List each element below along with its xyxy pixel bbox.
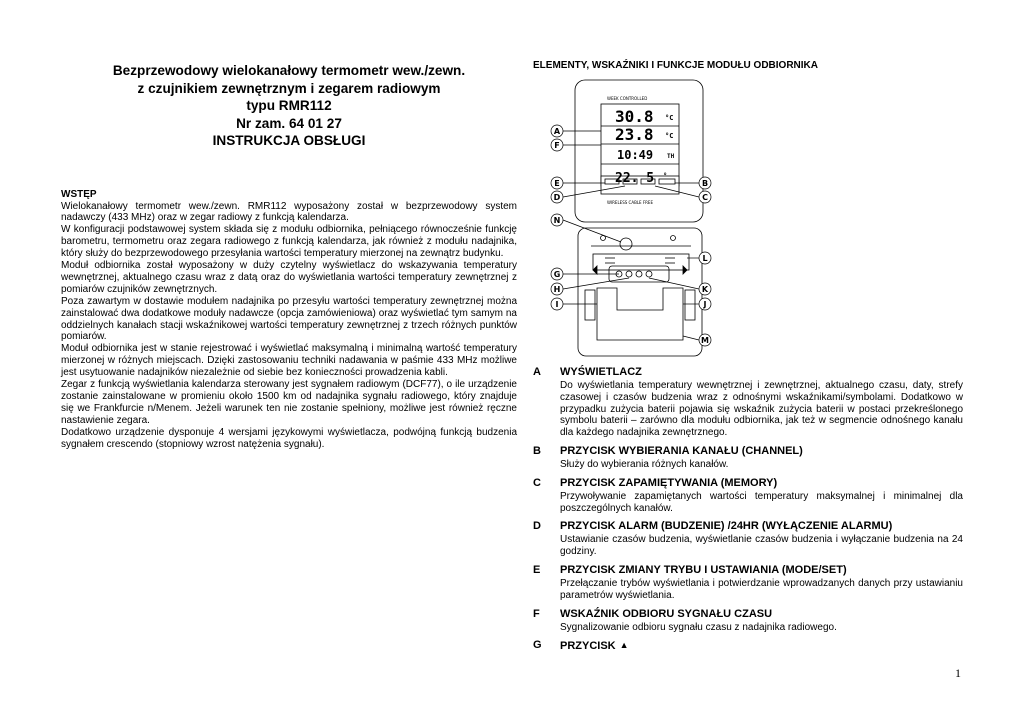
svg-text:D: D bbox=[553, 193, 561, 202]
display-value-outdoor: 30.8 bbox=[615, 107, 654, 126]
intro-paragraph: Wielokanałowy termometr wew./zewn. RMR112 wyposażony został w bezprzewodowy system nadawczy (433 MHz) oraz w zegar radiowy z funkcją kalendarza. bbox=[61, 200, 517, 224]
item-letter: C bbox=[533, 476, 541, 489]
callout-m bbox=[683, 334, 711, 346]
item-description: Ustawianie czasów budzenia, wyświetlanie czasów budzenia i wyłączanie budzenia na 24 godziny. bbox=[560, 534, 963, 558]
intro-paragraph: Poza zawartym w dostawie modułem nadajnika po przesyłu wartości temperatury zewnętrznej można zainstalować dwa dodatkowe moduły nadawcze (opcja zamówieniowa) oraz wyświetlać tym samym na oddzielnych kanałach stacji wskaźnikowej wartości temperatury zewnętrznej z trzech różnych punktów pomiarów. bbox=[61, 295, 517, 343]
display-unit: °C bbox=[665, 132, 674, 140]
item-letter: B bbox=[533, 444, 541, 457]
svg-text:J: J bbox=[703, 300, 707, 309]
intro-paragraph: Moduł odbiornika jest w stanie rejestrować i wyświetlać maksymalną i minimalną wartość temperatury mierzonej w różnych miejscach. Dzięki zastosowaniu techniki nadawania w paśmie 433 MHz możliwe jest usytuowanie nadajników niezależnie od siebie bez konieczności prowadzenia kabli. bbox=[61, 343, 517, 379]
component-list bbox=[533, 366, 963, 659]
display-unit: ° bbox=[663, 172, 668, 180]
rear-grille bbox=[593, 254, 689, 270]
svg-text:K: K bbox=[701, 285, 709, 294]
callout-i bbox=[551, 298, 597, 310]
svg-text:B: B bbox=[701, 179, 709, 188]
item-heading bbox=[560, 639, 963, 653]
hanger-hole bbox=[620, 238, 632, 250]
item-letter: A bbox=[533, 366, 541, 378]
display-value-indoor: 23.8 bbox=[615, 125, 654, 144]
battery-compartment bbox=[597, 288, 683, 340]
component-item bbox=[533, 520, 963, 558]
svg-text:I: I bbox=[555, 300, 559, 309]
svg-text:G: G bbox=[553, 270, 561, 279]
triangle-up-icon: ▲ bbox=[619, 640, 629, 651]
receiver-diagram bbox=[545, 78, 715, 360]
intro-paragraph: Moduł odbiornika został wyposażony w duży czytelny wyświetlacz do wskazywania temperatury wewnętrznej, aktualnego czasu wraz z datą oraz do wyświetlania wartości temperatury zewnętrznej z pomiarów czujników zewnętrznych. bbox=[61, 260, 517, 295]
svg-text:H: H bbox=[553, 285, 561, 294]
title-line: INSTRUKCJA OBSŁUGI bbox=[212, 133, 366, 148]
components-heading: ELEMENTY, WSKAŹNIKI I FUNKCJE MODUŁU ODBIORNIKA bbox=[533, 60, 818, 71]
title-line: typu RMR112 bbox=[246, 98, 332, 113]
item-letter: D bbox=[533, 520, 541, 533]
document-title bbox=[61, 62, 517, 150]
item-heading: PRZYCISK ZAPAMIĘTYWANIA (MEMORY) bbox=[560, 476, 778, 489]
component-item bbox=[533, 477, 963, 515]
item-heading: PRZYCISK WYBIERANIA KANAŁU (CHANNEL) bbox=[560, 444, 803, 457]
item-description: Do wyświetlania temperatury wewnętrznej i zewnętrznej, aktualnego czasu, daty, strefy czasowej i czasów budzenia wraz z odnośnymi wskaźnikami/symbolami. Dodatkowo w przypadku zużycia baterii pojawia się wskaźnik zużycia baterii w postaci przekreślonego symbolu baterii – zarówno dla modułu odbiornika, jak też w segmencie odnośnego kanału dla każdego nadajnika zewnętrznego. bbox=[560, 380, 963, 439]
component-item bbox=[533, 366, 963, 439]
item-heading: PRZYCISK ZMIANY TRYBU I USTAWIANIA (MODE/SET) bbox=[560, 563, 847, 576]
front-bottom-caption: WIRELESS CABLE FREE bbox=[607, 200, 653, 205]
display-value-time: 10:49 bbox=[617, 148, 654, 162]
display-unit: °C bbox=[665, 114, 674, 122]
svg-text:N: N bbox=[553, 216, 561, 225]
svg-text:E: E bbox=[554, 179, 560, 188]
title-line: z czujnikiem zewnętrznym i zegarem radiowym bbox=[137, 80, 441, 96]
svg-text:M: M bbox=[701, 336, 709, 345]
item-letter: E bbox=[533, 563, 541, 576]
intro-paragraph: Dodatkowo urządzenie dysponuje 4 wersjami językowymi wyświetlacza, podwójną funkcją budzenia sygnałem crescendo (stopniowy wzrost natężenia sygnału). bbox=[61, 426, 517, 450]
item-description: Przełączanie trybów wyświetlania i potwierdzanie wprowadzanych danych przy ustawianiu parametrów wyświetlania. bbox=[560, 577, 963, 601]
item-letter: F bbox=[533, 607, 540, 620]
component-item bbox=[533, 564, 963, 602]
right-column bbox=[533, 60, 965, 72]
intro-body bbox=[61, 201, 517, 451]
item-letter: G bbox=[533, 639, 542, 652]
callout-f bbox=[551, 139, 601, 151]
intro-heading: WSTĘP bbox=[61, 188, 97, 200]
item-heading: PRZYCISK ALARM (BUDZENIE) /24HR (WYŁĄCZENIE ALARMU) bbox=[560, 520, 893, 533]
intro-paragraph: Zegar z funkcją wyświetlania kalendarza sterowany jest sygnałem radiowym (DCF77), o ile urządzenie zostanie zainstalowane w promieniu około 1500 km od nadajnika sygnału radiowego, który znajduje się we Frankfurcie n/Menem. Jeżeli warunek ten nie zostanie spełniony, możliwe jest również ręczne nastawienie zegara. bbox=[61, 379, 517, 426]
item-heading: WYŚWIETLACZ bbox=[560, 366, 642, 378]
svg-text:A: A bbox=[553, 127, 561, 136]
callout-b bbox=[675, 177, 711, 189]
callout-e bbox=[551, 177, 605, 189]
svg-text:F: F bbox=[554, 141, 560, 150]
intro-paragraph: W konfiguracji podstawowej system składa się z modułu odbiornika, pełniącego równocześnie funkcję barometru, termometru oraz zegara radiowego z funkcją kalendarza, jak również z modułu nadajnika, który służy do bezprzewodowego przesyłania wartości temperatury mierzonej na zewnątrz budynku. bbox=[61, 224, 517, 260]
item-heading-text: PRZYCISK bbox=[560, 640, 616, 653]
callout-l bbox=[687, 252, 711, 264]
svg-text:C: C bbox=[702, 193, 708, 202]
item-description: Służy do wybierania różnych kanałów. bbox=[560, 458, 729, 470]
page-number: 1 bbox=[955, 666, 961, 680]
item-heading: WSKAŹNIK ODBIORU SYGNAŁU CZASU bbox=[560, 607, 773, 620]
callout-a bbox=[551, 125, 601, 137]
component-item bbox=[533, 445, 963, 471]
component-item bbox=[533, 639, 963, 653]
back-unit-outline bbox=[578, 228, 702, 356]
title-line: Bezprzewodowy wielokanałowy termometr wew./zewn. bbox=[112, 63, 466, 78]
title-line: Nr zam. 64 01 27 bbox=[236, 115, 342, 131]
display-unit: TH bbox=[667, 153, 675, 160]
left-column bbox=[61, 62, 517, 451]
callout-j bbox=[683, 298, 711, 310]
svg-text:L: L bbox=[702, 254, 708, 263]
display-value-remote: 22. 5 bbox=[615, 171, 655, 186]
front-top-caption: WEEK CONTROLLED bbox=[607, 96, 648, 101]
item-description: Sygnalizowanie odbioru sygnału czasu z nadajnika radiowego. bbox=[560, 621, 837, 633]
component-item bbox=[533, 608, 963, 634]
item-description: Przywoływanie zapamiętanych wartości temperatury maksymalnej i minimalnej dla poszczególnych kanałów. bbox=[560, 490, 963, 514]
